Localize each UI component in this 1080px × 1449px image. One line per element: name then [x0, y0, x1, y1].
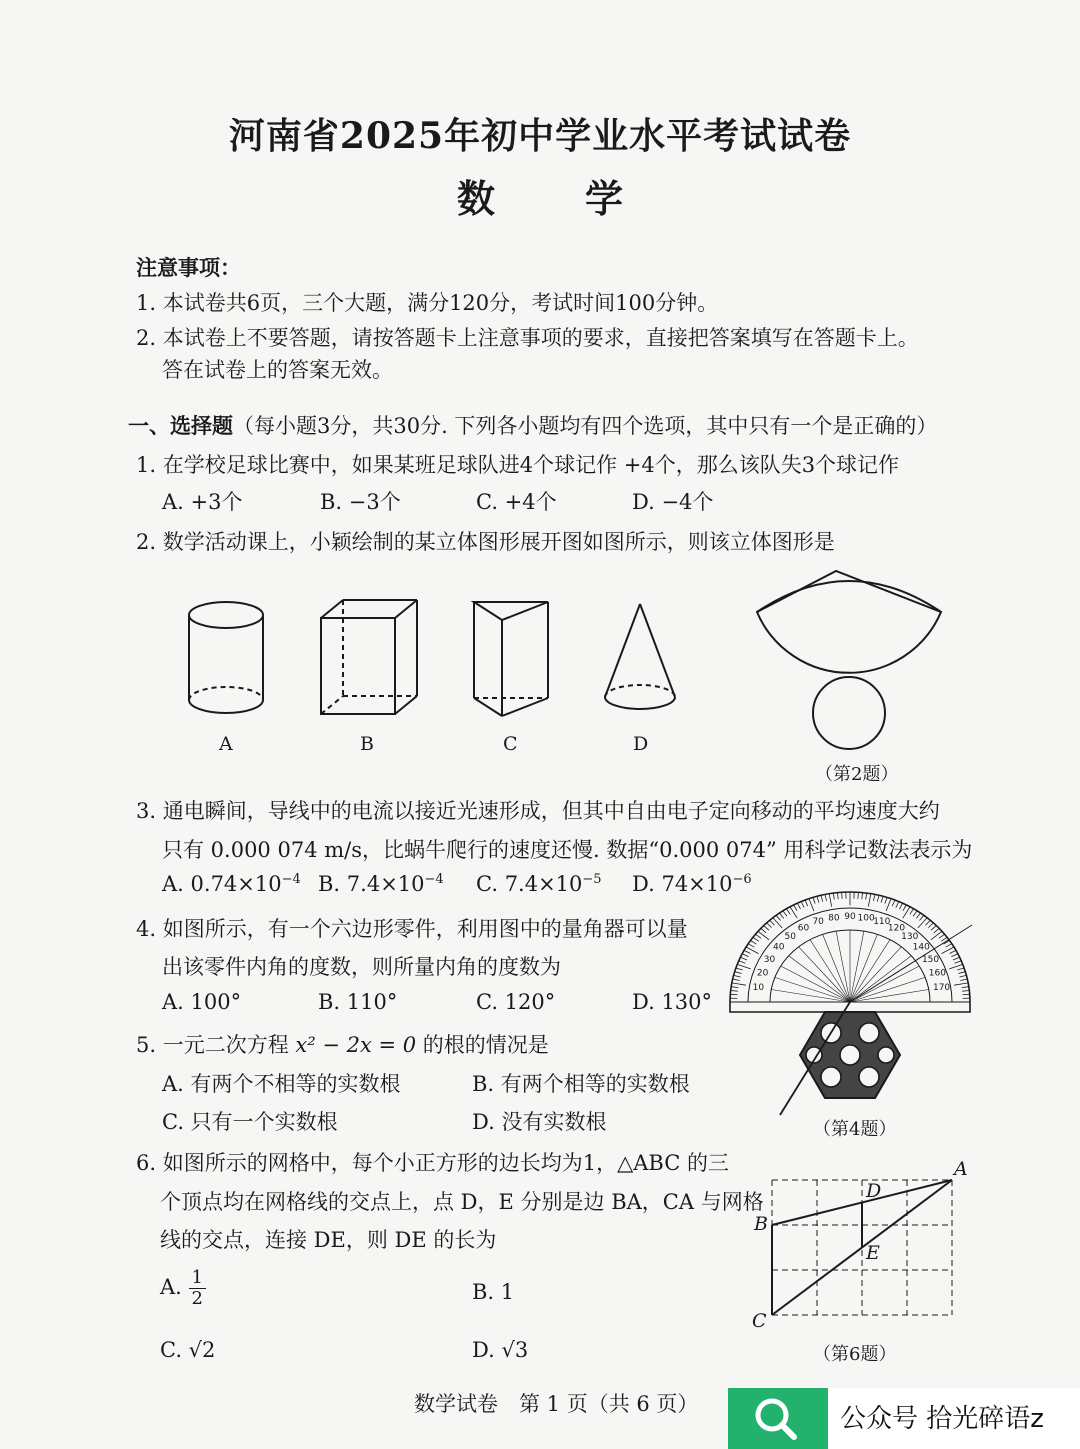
protractor-label: 80: [828, 913, 840, 924]
protractor-tick: [858, 892, 859, 899]
protractor-tick: [931, 931, 942, 939]
protractor-tick: [955, 961, 962, 963]
q6-option-c: C. √2: [160, 1338, 216, 1362]
protractor-label: 130: [901, 932, 919, 943]
protractor-tick: [837, 893, 838, 900]
protractor-tick: [733, 979, 740, 980]
protractor-tick: [731, 987, 738, 988]
protractor-tick: [751, 940, 757, 944]
q4-option-a: A. 100°: [162, 990, 242, 1014]
protractor-tick: [950, 950, 956, 953]
q5-option-c: C. 只有一个实数根: [162, 1110, 338, 1134]
note-2-cont: 答在试卷上的答案无效。: [162, 358, 393, 382]
q1-option-c: C. +4个: [476, 490, 557, 514]
protractor-tick: [805, 900, 808, 906]
protractor-label: 140: [912, 942, 930, 953]
protractor-tick: [957, 968, 964, 970]
protractor-tick: [946, 944, 952, 947]
q5-stem: 5. 一元二次方程 x² − 2x = 0 的根的情况是: [136, 1033, 549, 1057]
protractor-figure: [720, 890, 980, 1120]
protractor-tick: [734, 975, 741, 977]
protractor-tick: [767, 923, 772, 928]
q4-option-d: D. 130°: [632, 990, 713, 1014]
protractor-tick: [934, 928, 939, 932]
protractor-tick: [886, 899, 891, 911]
q4-stem-2: 出该零件内角的度数，则所量内角的度数为: [162, 955, 561, 979]
protractor-label: 100: [857, 913, 875, 924]
notes-heading: 注意事项：: [136, 255, 241, 280]
q2-stem: 2. 数学活动课上，小颖绘制的某立体图形展开图如图所示，则该立体图形是: [136, 530, 835, 554]
q5-option-a: A. 有两个不相等的实数根: [162, 1072, 401, 1096]
q2-label-d: D: [633, 733, 649, 755]
q6-stem-3: 线的交点，连接 DE，则 DE 的长为: [160, 1228, 497, 1252]
protractor-tick: [736, 968, 743, 970]
protractor-tick: [794, 905, 797, 911]
q4-option-b: B. 110°: [318, 990, 398, 1014]
protractor-tick: [951, 954, 957, 957]
protractor-tick: [744, 950, 750, 953]
q4-caption: （第4题）: [813, 1119, 897, 1140]
protractor-tick: [919, 915, 923, 920]
protractor-label: 160: [928, 968, 946, 979]
q2-label-c: C: [503, 733, 518, 755]
protractor-tick: [740, 957, 747, 960]
protractor-label: 170: [932, 983, 951, 994]
section-heading: [128, 410, 937, 440]
q1-stem: 1. 在学校足球比赛中，如果某班足球队进4个球记作 +4个，那么该队失3个球记作: [136, 453, 900, 477]
protractor-tick: [910, 909, 914, 915]
protractor-tick: [953, 957, 960, 960]
protractor-tick: [925, 920, 930, 925]
note-1: 1. 本试卷共6页，三个大题，满分120分，考试时间100分钟。: [136, 291, 719, 315]
protractor-tick: [868, 894, 871, 907]
exam-title: 河南省2025年初中学业水平考试试卷: [228, 115, 852, 157]
protractor-tick: [739, 961, 746, 963]
protractor-tick: [903, 905, 906, 911]
protractor-tick: [761, 928, 766, 932]
q4-option-c: C. 120°: [476, 990, 556, 1014]
watermark-logo: [728, 1388, 828, 1449]
protractor-tick: [817, 896, 819, 902]
protractor-tick: [809, 899, 814, 911]
q3-option-a: A. $0.74\times 10^{-4}$: [162, 872, 301, 896]
protractor-label: 10: [752, 983, 765, 994]
q4-stem-1: 4. 如图所示，有一个六边形零件，利用图中的量角器可以量: [136, 917, 688, 941]
q3-option-c: C. $7.4\times 10^{-5}$: [476, 872, 602, 896]
protractor-tick: [939, 934, 945, 938]
protractor-tick: [931, 926, 936, 931]
q6-option-d: D. √3: [472, 1338, 529, 1362]
protractor-label: 120: [887, 923, 906, 934]
q2-label-b: B: [360, 733, 374, 755]
triangular-prism-figure: [474, 602, 548, 716]
q3-option-b: B. $7.4\times 10^{-4}$: [318, 872, 444, 896]
page-footer: 数学试卷 第 1 页（共 6 页）: [414, 1392, 699, 1416]
protractor-tick: [885, 897, 887, 903]
q6-grid-figure: [740, 1158, 980, 1338]
protractor-tick: [737, 964, 751, 969]
q6-stem-2: 个顶点均在网格线的交点上，点 D，E 分别是边 BA，CA 与网格: [160, 1190, 764, 1214]
protractor-tick: [758, 931, 769, 939]
protractor-label: 30: [763, 955, 776, 965]
protractor-tick: [866, 893, 867, 900]
protractor-tick: [960, 979, 967, 980]
protractor-tick: [899, 903, 902, 909]
protractor-tick: [862, 893, 863, 900]
q5-option-d: D. 没有实数根: [472, 1110, 607, 1134]
protractor-tick: [941, 937, 947, 941]
q6-caption: （第6题）: [813, 1344, 897, 1365]
q5-option-b: B. 有两个相等的实数根: [472, 1072, 690, 1096]
protractor-tick: [954, 983, 968, 985]
protractor-tick: [829, 894, 832, 907]
protractor-tick: [825, 894, 826, 900]
q2-figures: [0, 560, 1080, 760]
protractor-tick: [753, 937, 759, 941]
protractor-tick: [735, 972, 742, 974]
protractor-tick: [821, 895, 823, 901]
protractor-tick: [732, 983, 746, 985]
protractor-tick: [949, 964, 963, 969]
q2-label-a: A: [219, 733, 233, 755]
protractor-label: 50: [784, 932, 796, 943]
q5-equation: x² − 2x = 0: [295, 1033, 417, 1057]
search-icon: [728, 1388, 828, 1449]
protractor-tick: [959, 975, 966, 977]
note-2: 2. 本试卷上不要答题，请按答题卡上注意事项的要求，直接把答案填写在答题卡上。: [136, 326, 919, 350]
protractor-tick: [842, 892, 843, 899]
q2-caption: （第2题）: [815, 764, 899, 785]
q6-point-d: D: [866, 1180, 882, 1202]
protractor-tick: [770, 920, 775, 925]
protractor-tick: [731, 991, 738, 992]
q6-point-c: C: [752, 1310, 767, 1332]
protractor-tick: [748, 944, 754, 947]
protractor-tick: [873, 894, 874, 900]
cuboid-figure: [321, 600, 417, 714]
protractor-tick: [958, 972, 965, 974]
protractor-label: 110: [873, 917, 891, 928]
protractor-tick: [892, 900, 895, 906]
subject-title: 数学: [456, 176, 713, 221]
q3-stem-1: 3. 通电瞬间，导线中的电流以接近光速形成，但其中自由电子定向移动的平均速度大约: [136, 799, 940, 823]
cone-net-figure: [757, 571, 941, 749]
protractor-tick: [813, 897, 815, 903]
protractor-tick: [779, 913, 783, 918]
q6-option-b: B. 1: [472, 1280, 515, 1304]
protractor-tick: [742, 954, 748, 957]
q1-option-d: D. −4个: [632, 490, 714, 514]
section-heading-rest: （每小题3分，共30分. 下列各小题均有四个选项，其中只有一个是正确的）: [233, 414, 938, 438]
q6-point-e: E: [866, 1242, 880, 1264]
q6-option-a: A. $\frac{1}{2}$: [160, 1268, 206, 1309]
q1-option-b: B. −3个: [320, 490, 401, 514]
section-heading-bold: 一、选择题: [128, 413, 233, 438]
protractor-tick: [962, 991, 969, 992]
protractor-tick: [928, 923, 933, 928]
protractor-tick: [877, 895, 879, 901]
q6-point-b: B: [754, 1213, 768, 1235]
cylinder-figure: [189, 602, 263, 713]
protractor-tick: [797, 903, 800, 909]
q1-option-a: A. +3个: [162, 490, 243, 514]
protractor-tick: [833, 893, 834, 900]
protractor-tick: [755, 934, 761, 938]
protractor-tick: [801, 902, 804, 908]
protractor-tick: [783, 911, 787, 916]
protractor-tick: [913, 911, 917, 916]
protractor-tick: [962, 987, 969, 988]
q3-stem-2: 只有 0.000 074 m/s，比蜗牛爬行的速度还慢. 数据“0.000 074” 用科学记数法表示为: [162, 838, 973, 862]
fraction-one-half: $\frac{1}{2}$: [189, 1268, 206, 1309]
protractor-tick: [916, 913, 920, 918]
protractor-tick: [786, 909, 790, 915]
cone-figure: [605, 604, 675, 709]
protractor-tick: [896, 902, 899, 908]
protractor-tick: [773, 918, 782, 928]
protractor-label: 90: [844, 912, 856, 922]
q6-stem-1: 6. 如图所示的网格中，每个小正方形的边长均为1，△ABC 的三: [136, 1151, 729, 1175]
watermark-text: 公众号 拾光碎语z: [840, 1404, 1044, 1434]
q6-point-a: A: [954, 1158, 968, 1180]
protractor-label: 20: [756, 968, 769, 979]
protractor-label: 40: [773, 942, 785, 953]
q3-option-d: D. $74\times 10^{-6}$: [632, 872, 752, 896]
protractor-label: 60: [797, 923, 810, 934]
protractor-tick: [776, 915, 780, 920]
protractor-tick: [918, 918, 927, 928]
protractor-label: 70: [812, 917, 824, 928]
protractor-tick: [881, 896, 883, 902]
protractor-label: 150: [921, 955, 940, 965]
protractor-tick: [764, 926, 769, 931]
